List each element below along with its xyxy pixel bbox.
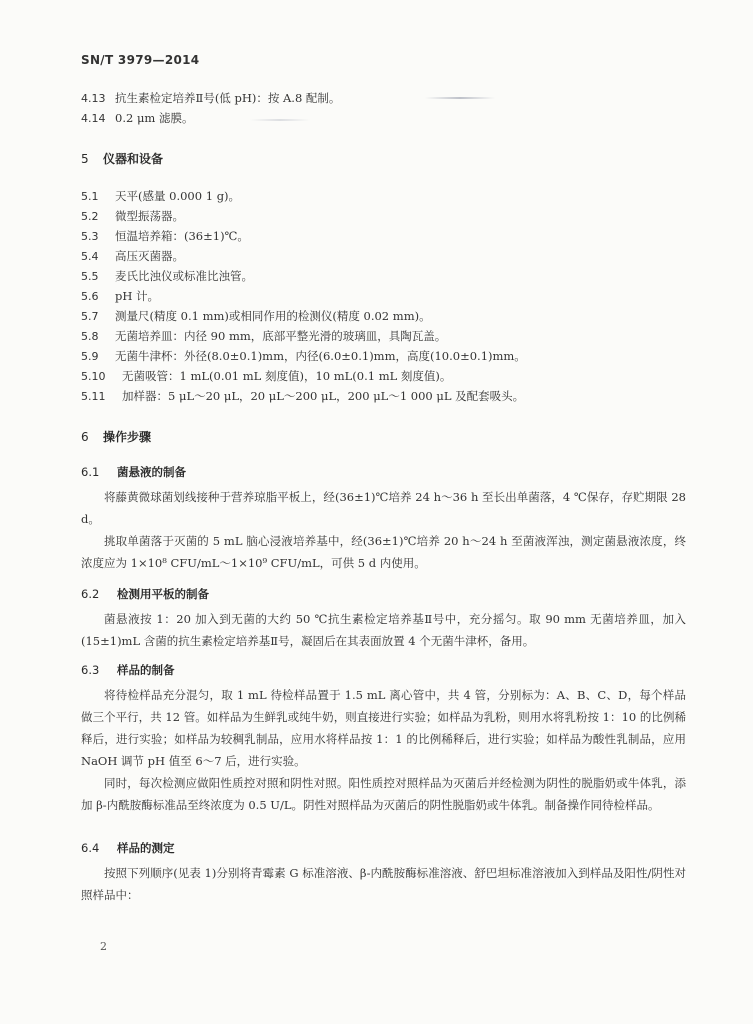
item-number: 4.14	[81, 112, 106, 125]
item-text: 无菌吸管：1 mL(0.01 mL 刻度值)，10 mL(0.1 mL 刻度值)。	[122, 369, 452, 383]
paragraph: 将藤黄微球菌划线接种于营养琼脂平板上，经(36±1)℃培养 24 h～36 h 至长出单菌落，4 ℃保存，存贮期限 28 d。	[81, 490, 686, 526]
item-5-7	[81, 308, 693, 325]
item-5-5	[81, 268, 693, 285]
item-5-2	[81, 208, 693, 225]
item-5-10	[81, 368, 693, 385]
item-text: 测量尺(精度 0.1 mm)或相同作用的检测仪(精度 0.02 mm)。	[115, 309, 431, 323]
item-text: 加样器：5 μL～20 μL，20 μL～200 μL，200 μL～1 000 μL 及配套吸头。	[122, 389, 525, 403]
item-5-9	[81, 348, 693, 365]
item-number: 5.3	[81, 230, 99, 243]
item-5-1	[81, 188, 693, 205]
item-text: 抗生素检定培养Ⅱ号(低 pH)：按 A.8 配制。	[115, 91, 341, 105]
subsection-title: 菌悬液的制备	[117, 465, 186, 479]
item-number: 5.11	[81, 390, 106, 403]
item-text: 高压灭菌器。	[115, 249, 184, 263]
paragraph: 按照下列顺序(见表 1)分别将青霉素 G 标准溶液、β-内酰胺酶标准溶液、舒巴坦标准溶液加入到样品及阳性/阴性对照样品中：	[81, 866, 686, 902]
section-number: 6	[81, 430, 89, 444]
item-number: 5.4	[81, 250, 99, 263]
item-text: 麦氏比浊仪或标准比浊管。	[115, 269, 253, 283]
item-number: 5.9	[81, 350, 99, 363]
section-number: 5	[81, 152, 89, 166]
paragraph: 菌悬液按 1：20 加入到无菌的大约 50 ℃抗生素检定培养基Ⅱ号中，充分摇匀。取 90 mm 无菌培养皿，加入(15±1)mL 含菌的抗生素检定培养基Ⅱ号，凝固后在其表面放置 4 个无菌牛津杯，备用。	[81, 612, 686, 648]
item-4-14	[81, 110, 693, 127]
doc-code-header: SN/T 3979—2014	[81, 53, 200, 67]
item-5-8	[81, 328, 693, 345]
section-title: 仪器和设备	[103, 152, 164, 166]
item-number: 5.7	[81, 310, 99, 323]
subsection-6-1-heading	[81, 464, 186, 480]
subsection-number: 6.1	[81, 465, 100, 479]
subsection-title: 样品的制备	[117, 663, 175, 677]
item-text: 微型振荡器。	[115, 209, 184, 223]
item-number: 5.1	[81, 190, 99, 203]
item-text: 无菌牛津杯：外径(8.0±0.1)mm，内径(6.0±0.1)mm，高度(10.0±0.1)mm。	[115, 349, 526, 363]
subsection-6-3-heading	[81, 662, 175, 678]
item-4-13	[81, 90, 693, 107]
item-5-3	[81, 228, 693, 245]
scan-artifact	[425, 97, 495, 99]
item-text: pH 计。	[115, 289, 160, 303]
section-6-heading	[81, 428, 151, 445]
subsection-number: 6.4	[81, 841, 100, 855]
paragraph: 挑取单菌落于灭菌的 5 mL 脑心浸液培养基中，经(36±1)℃培养 20 h～24 h 至菌液浑浊，测定菌悬液浓度，终浓度应为 1×10⁸ CFU/mL～1×10⁹ CFU/mL，可供 5 d 内使用。	[81, 534, 686, 570]
paragraph: 将待检样品充分混匀，取 1 mL 待检样品置于 1.5 mL 离心管中，共 4 管，分别标为：A、B、C、D，每个样品做三个平行，共 12 管。如样品为生鲜乳或纯牛奶，则直接进行实验；如样品为乳粉，则用水将乳粉按 1：10 的比例稀释后，进行实验；如样品为较稠乳制品，应用水将样品按 1：1 的比例稀释后，进行实验；如样品为酸性乳制品，应用 NaOH 调节 pH 值至 6～7 后，进行实验。	[81, 688, 686, 768]
subsection-number: 6.3	[81, 663, 100, 677]
subsection-title: 样品的测定	[117, 841, 175, 855]
item-number: 4.13	[81, 92, 106, 105]
item-5-4	[81, 248, 693, 265]
item-number: 5.8	[81, 330, 99, 343]
subsection-title: 检测用平板的制备	[117, 587, 209, 601]
item-5-11	[81, 388, 693, 405]
scan-artifact	[250, 119, 310, 121]
item-text: 恒温培养箱：(36±1)℃。	[115, 229, 249, 243]
item-text: 0.2 μm 滤膜。	[115, 111, 194, 125]
item-5-6	[81, 288, 693, 305]
item-text: 无菌培养皿：内径 90 mm，底部平整光滑的玻璃皿，具陶瓦盖。	[115, 329, 447, 343]
item-number: 5.5	[81, 270, 99, 283]
paragraph: 同时，每次检测应做阳性质控对照和阴性对照。阳性质控对照样品为灭菌后并经检测为阴性的脱脂奶或牛体乳，添加 β-内酰胺酶标准品至终浓度为 0.5 U/L。阴性对照样品为灭菌后的阴性脱脂奶或牛体乳。制备操作同待检样品。	[81, 776, 686, 812]
item-number: 5.6	[81, 290, 99, 303]
item-number: 5.10	[81, 370, 106, 383]
subsection-6-2-heading	[81, 586, 209, 602]
item-number: 5.2	[81, 210, 99, 223]
subsection-6-4-heading	[81, 840, 175, 856]
section-title: 操作步骤	[103, 430, 152, 444]
subsection-number: 6.2	[81, 587, 100, 601]
section-5-heading	[81, 150, 163, 167]
page-number: 2	[100, 940, 107, 953]
item-text: 天平(感量 0.000 1 g)。	[115, 189, 241, 203]
